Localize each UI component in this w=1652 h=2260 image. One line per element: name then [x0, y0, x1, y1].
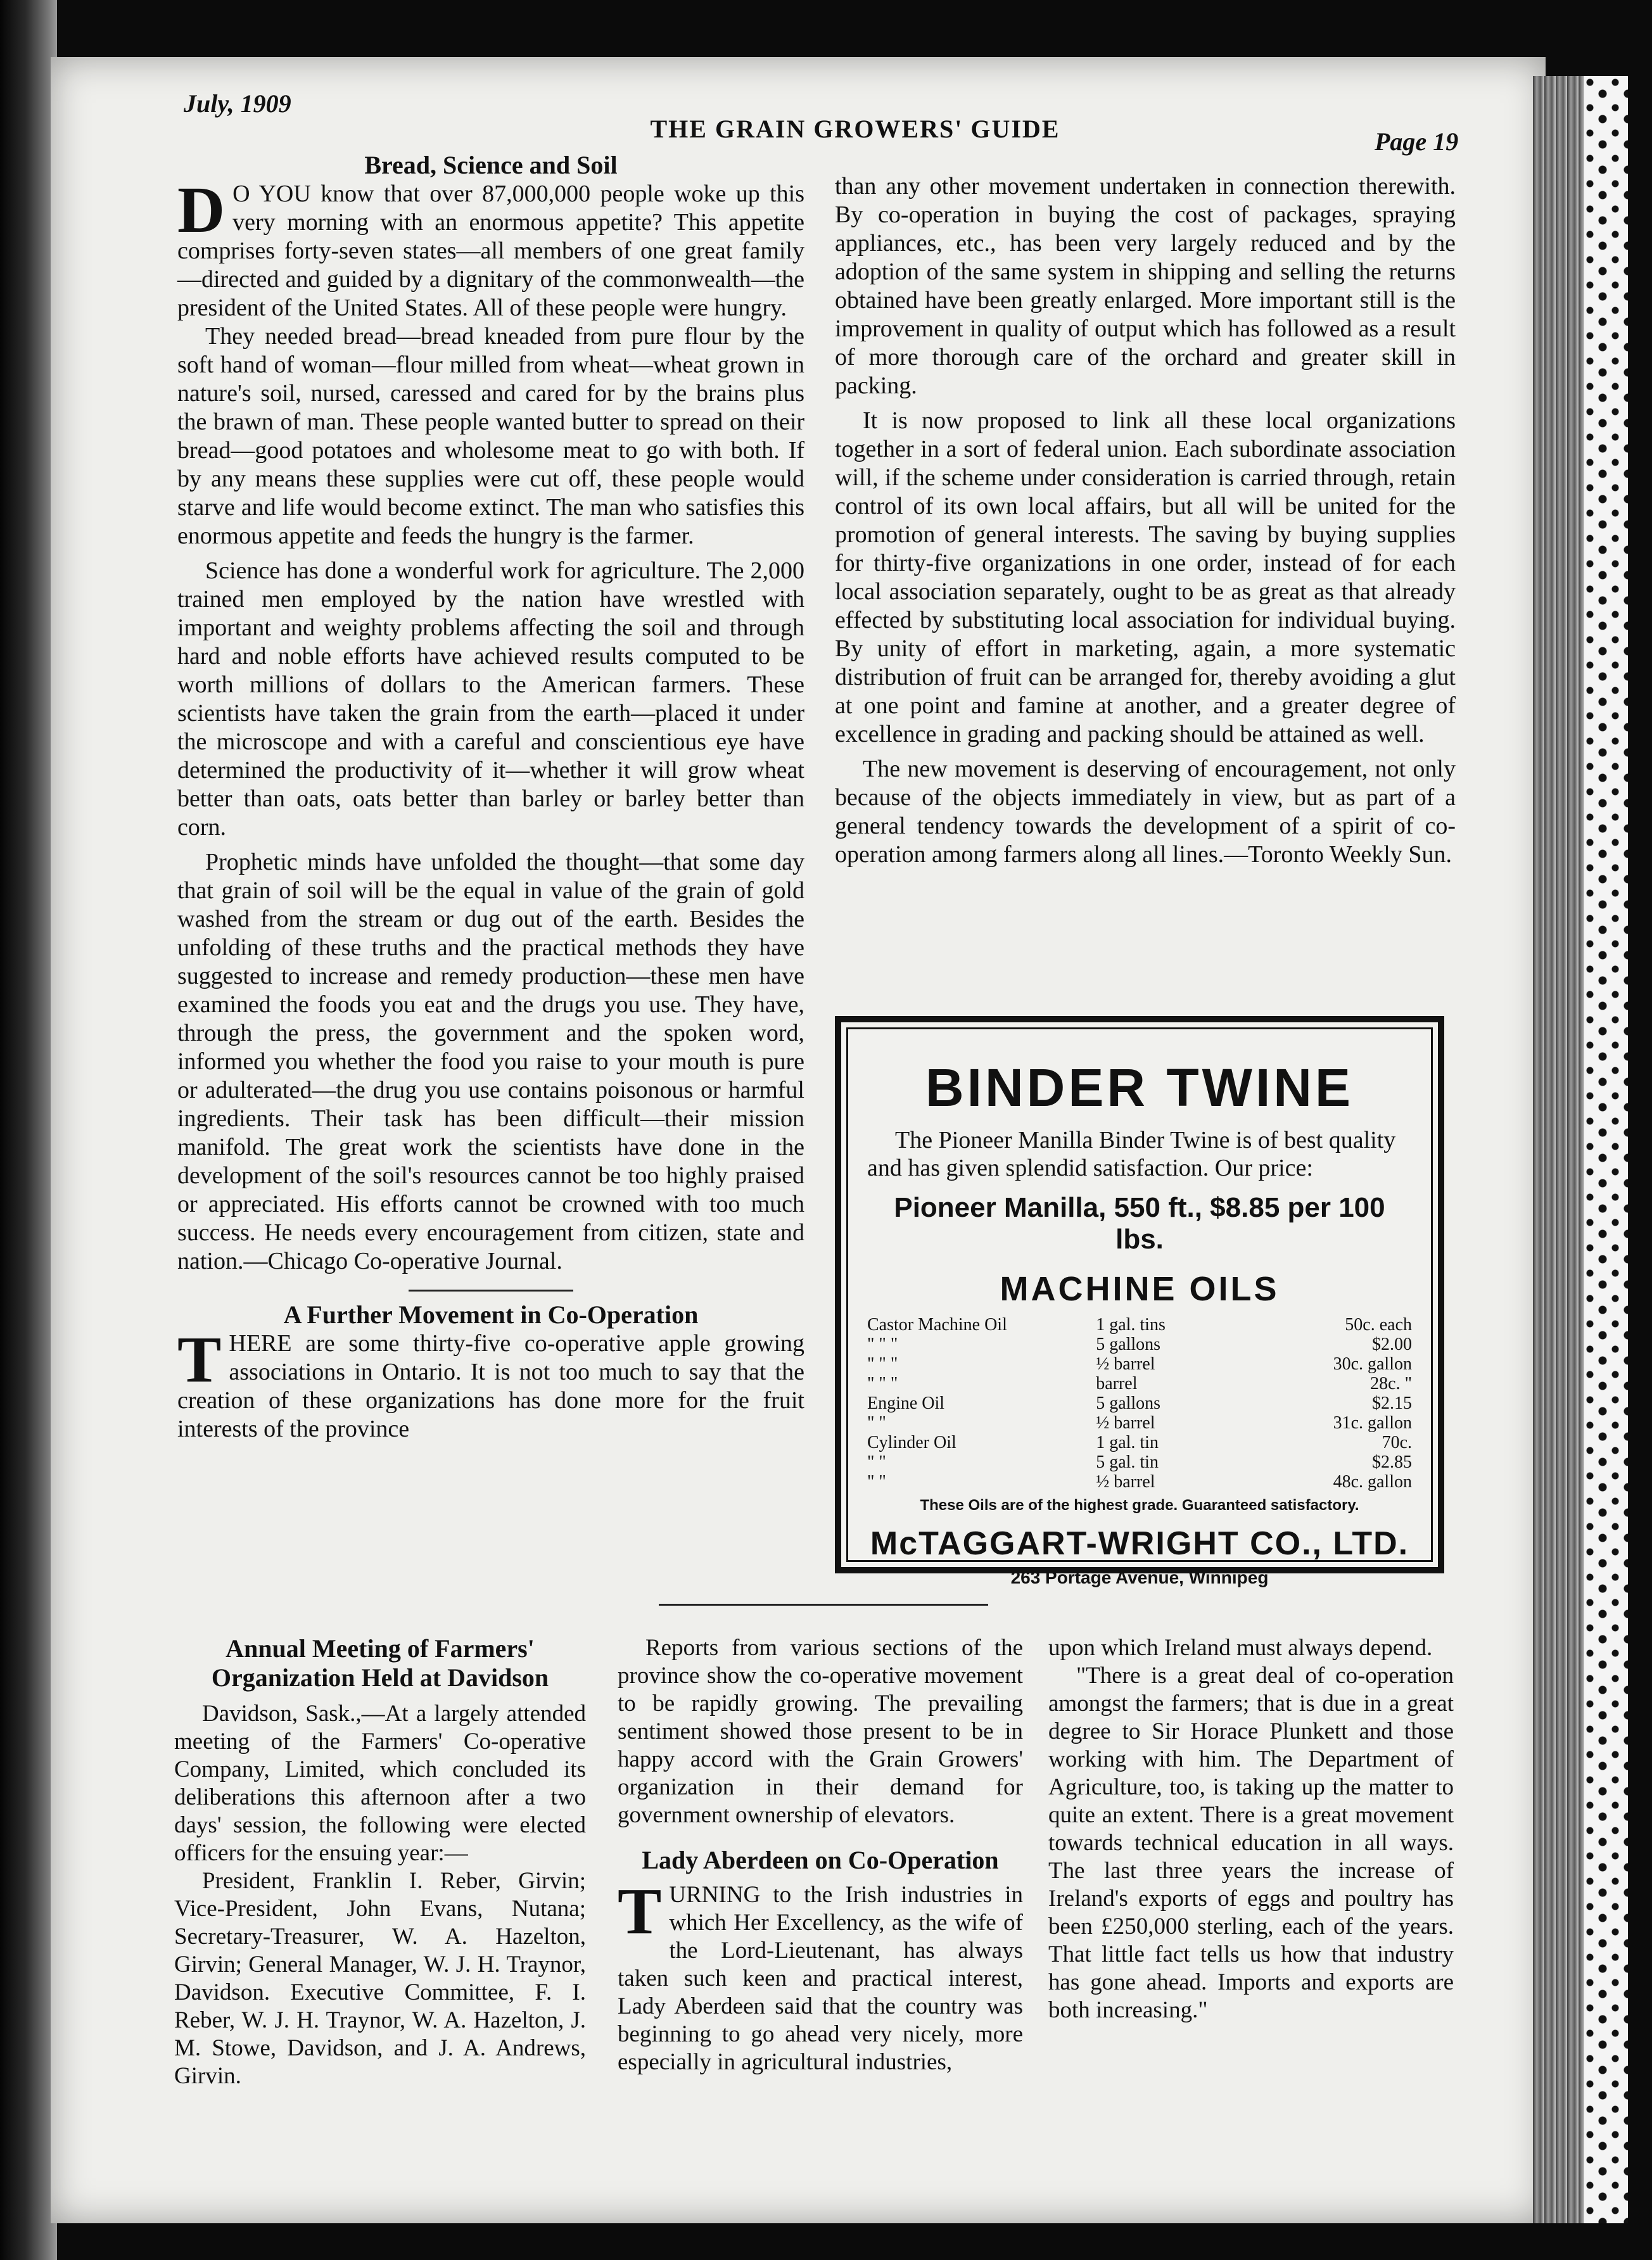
- oil-product: " " ": [867, 1374, 898, 1393]
- oil-product: " ": [867, 1452, 886, 1472]
- oil-price: $2.85: [1372, 1452, 1412, 1472]
- oil-size: 1 gal. tin: [1096, 1433, 1159, 1452]
- bottom-column-1: [174, 1634, 586, 2090]
- oil-size: 5 gallons: [1096, 1393, 1161, 1413]
- table-row: [867, 1472, 1412, 1492]
- oil-size: ½ barrel: [1096, 1413, 1155, 1433]
- oil-price: $2.15: [1372, 1393, 1412, 1413]
- article-title-bread: Bread, Science and Soil: [364, 151, 618, 179]
- page-edges: [1533, 76, 1584, 2223]
- oil-price: 28c. ": [1370, 1374, 1412, 1393]
- oil-product: " " ": [867, 1354, 898, 1374]
- binder-twine-advertisement: [835, 1016, 1444, 1587]
- aberdeen-paragraph-3: "There is a great deal of co-operation amongst the farmers; that is due in a great degree to Sir Horace Plunkett and those working with him. The Department of Agriculture, too, is taking up the matter to quite an extent. There is a great movement towards technical education in all ways. The last three years the increase of Ireland's exports of eggs and poultry has been £250,000 sterling, each of the years. That little fact tells us how that industry has gone ahead. Imports and exports are both increasing.": [1048, 1663, 1454, 2023]
- oil-product: Cylinder Oil: [867, 1433, 956, 1452]
- section-rule: [409, 1290, 573, 1292]
- article-title-aberdeen: Lady Aberdeen on Co-Operation: [642, 1846, 999, 1874]
- issue-date: July, 1909: [184, 89, 291, 118]
- oil-product: Engine Oil: [867, 1393, 945, 1413]
- oil-size: 5 gal. tin: [1096, 1452, 1159, 1472]
- table-row: [867, 1393, 1412, 1413]
- bread-paragraph-4: Prophetic minds have unfolded the thought—that some day that grain of soil will be the equal in value of the grain of gold washed from the stream or dug out of the earth. Besides the unfolding of these truths and the practical methods they have suggested to increase and remedy production—these men have examined the foods you eat and the drugs you use. They have, through the press, the government and the spoken word, informed you whether the food you raise to your mouth is pure or adulterated—the drug you use contains poisonous or harmful ingredients. Their task has been difficult—their mission manifold. The great work the scientists have done in the development of the soil's resources cannot be too highly praised or appreciated. His efforts cannot be crowned with too much success. He needs every encouragement from citizen, state and nation.—Chicago Co-operative Journal.: [177, 849, 804, 1274]
- ad-oils-heading: MACHINE OILS: [1000, 1270, 1280, 1308]
- ad-description: The Pioneer Manilla Binder Twine is of best quality and has given splendid satisfaction. Our price:: [867, 1127, 1396, 1181]
- davidson-paragraph-3: Reports from various sections of the province show the co-operative movement to be rapidly growing. The prevailing sentiment showed those present to be in happy accord with the Grain Growers' organization in their demand for government ownership of elevators.: [618, 1635, 1023, 1828]
- dropcap-t: T: [177, 1323, 222, 1396]
- dropcap-d: D: [177, 174, 226, 246]
- bread-paragraph-3: Science has done a wonderful work for agriculture. The 2,000 trained men employed by the nation have wrestled with important and weighty problems affecting the soil and through hard and noble efforts have achieved results computed to be worth millions of dollars to the American farmers. These scientists have taken the grain from the earth—placed it under the microscope and with a careful and conscientious eye have determined the productivity of it—whether it will grow wheat better than oats, oats better than barley or barley better than corn.: [177, 557, 804, 841]
- further-paragraph-1: THERE are some thirty-five co-operative apple growing associations in Ontario. It is not too much to say that the creation of these organizations has done more for the fruit interests of the province: [177, 1323, 804, 1442]
- right-paragraph-3: The new movement is deserving of encouragement, not only because of the objects immediately in view, but as part of a general tendency towards the development of a spirit of co-operation among farmers along all lines.—Toronto Weekly Sun.: [835, 756, 1456, 868]
- table-row: [867, 1452, 1412, 1472]
- right-paragraph-2: It is now proposed to link all these local organizations together in a sort of federal union. Each subordinate association will, if the scheme under consideration is carried through, retain control of its own local affairs, but all will be united for the promotion of general interests. The saving by buying supplies for thirty-five organizations in one order, instead of for each local association separately, ought to be as great as that already effected by substituting local association for individual buying. By unity of effort in marketing, again, a more systematic distribution of fruit can be arranged for, thereby avoiding a glut at one point and famine at another, and a greater degree of excellence in grading and packing should be attained as well.: [835, 407, 1456, 747]
- ad-guarantee-note: These Oils are of the highest grade. Guaranteed satisfactory.: [920, 1497, 1359, 1514]
- bottom-section-rule: [659, 1604, 988, 1606]
- davidson-paragraph-2: President, Franklin I. Reber, Girvin; Vice-President, John Evans, Nutana; Secretary-Treasurer, W. A. Hazelton, Girvin; General Manager, W. J. H. Traynor, Davidson. Executive Committee, F. I. Reber, W. J. H. Traynor, W. A. Hazelton, J. M. Stowe, Davidson, and J. A. Andrews, Girvin.: [174, 1868, 586, 2089]
- ad-company-address: 263 Portage Avenue, Winnipeg: [1010, 1568, 1269, 1587]
- page-number: Page 19: [1375, 127, 1459, 156]
- oil-price: 31c. gallon: [1333, 1413, 1412, 1433]
- aberdeen-paragraph-1: TURNING to the Irish industries in which Her Excellency, as the wife of the Lord-Lieutenant, has always taken such keen and practical interest, Lady Aberdeen said that the country was beginning to go ahead very nicely, more especially in agricultural industries,: [618, 1875, 1023, 2075]
- bread-paragraph-1: D O YOU know that over 87,000,000 people woke up this very morning with an enormous appetite? This appetite comprises forty-seven states—all members of one great family—directed and guided by a dignitary of the commonwealth—the president of the United States. All of these people were hungry.: [177, 174, 804, 321]
- ad-headline: BINDER TWINE: [925, 1058, 1354, 1117]
- oil-size: ½ barrel: [1096, 1472, 1155, 1492]
- ad-price: Pioneer Manilla, 550 ft., $8.85 per 100 lbs.: [894, 1192, 1385, 1255]
- table-row: [867, 1433, 1412, 1452]
- ad-company-name: McTAGGART-WRIGHT CO., LTD.: [870, 1525, 1409, 1562]
- endpaper-pattern: [1584, 76, 1628, 2223]
- davidson-paragraph-1: Davidson, Sask.,—At a largely attended meeting of the Farmers' Co-operative Company, Limited, which concluded its deliberations this afternoon after a two days' session, the following were elected officers for the ensuing year:—: [174, 1701, 586, 1866]
- bread-paragraph-2: They needed bread—bread kneaded from pure flour by the soft hand of woman—flour milled from wheat—wheat grown in nature's soil, nursed, caressed and cared for by the brains plus the brawn of man. These people wanted butter to spread on their bread—good potatoes and wholesome meat to go with both. If by any means these supplies were cut off, these people would starve and life would become extinct. The man who satisfies this enormous appetite and feeds the hungry is the farmer.: [177, 323, 804, 549]
- oil-product: " ": [867, 1472, 886, 1492]
- oil-price: 30c. gallon: [1333, 1354, 1412, 1374]
- table-row: [867, 1413, 1412, 1433]
- table-row: [867, 1315, 1412, 1335]
- oil-price: 48c. gallon: [1333, 1472, 1412, 1492]
- publication-title: THE GRAIN GROWERS' GUIDE: [650, 115, 1060, 143]
- oil-size: barrel: [1096, 1374, 1138, 1393]
- bottom-column-2: [618, 1634, 1023, 2076]
- oil-price: 70c.: [1382, 1433, 1412, 1452]
- oil-price: 50c. each: [1345, 1315, 1412, 1335]
- dropcap-t: T: [618, 1875, 662, 1948]
- article-title-davidson: Annual Meeting of Farmers' Organization Held at Davidson: [211, 1634, 549, 1692]
- oil-size: 1 gal. tins: [1096, 1315, 1166, 1335]
- article-title-further: A Further Movement in Co-Operation: [283, 1300, 699, 1329]
- aberdeen-paragraph-2: upon which Ireland must always depend.: [1048, 1635, 1433, 1661]
- ad-inner-border: [846, 1027, 1433, 1587]
- right-column: [835, 172, 1456, 869]
- oil-product: " ": [867, 1413, 886, 1433]
- table-row: [867, 1354, 1412, 1374]
- left-column: [177, 151, 804, 1444]
- oil-size: ½ barrel: [1096, 1354, 1155, 1374]
- book-spine: [0, 0, 57, 2260]
- table-row: [867, 1374, 1412, 1393]
- oil-size: 5 gallons: [1096, 1335, 1161, 1354]
- oil-product: Castor Machine Oil: [867, 1315, 1007, 1335]
- table-row: [867, 1335, 1412, 1354]
- oils-price-table: [867, 1315, 1412, 1492]
- right-paragraph-1: than any other movement undertaken in connection therewith. By co-operation in buying the cost of packages, spraying appliances, etc., has been very largely reduced and by the adoption of the same system in shipping and selling the returns obtained have been greatly enlarged. More important still is the improvement in quality of output which has followed as a result of more thorough care of the orchard and greater skill in packing.: [835, 173, 1456, 399]
- bottom-column-3: [1048, 1634, 1454, 2024]
- oil-product: " " ": [867, 1335, 898, 1354]
- oil-price: $2.00: [1372, 1335, 1412, 1354]
